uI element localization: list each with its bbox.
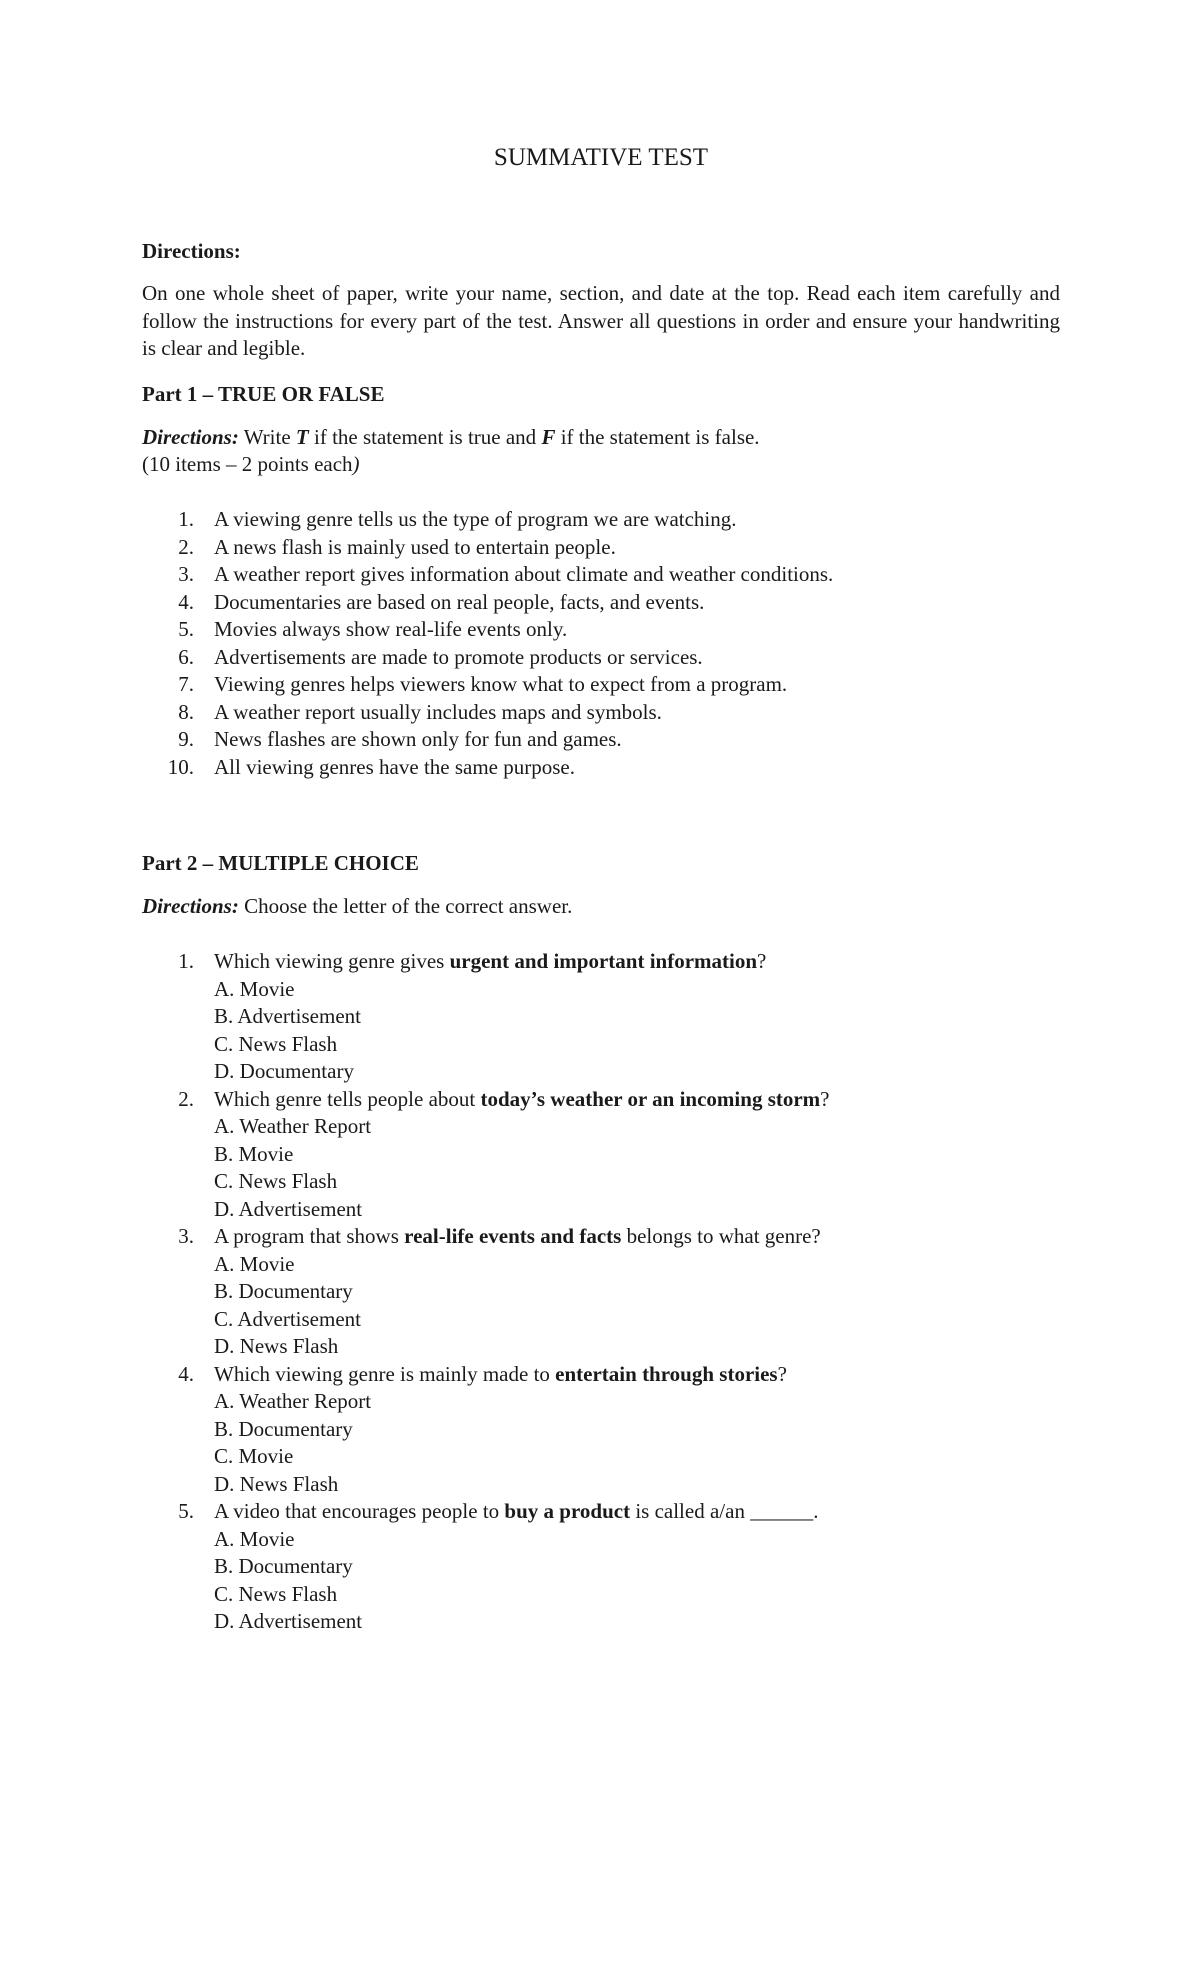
- item-text: All viewing genres have the same purpose.: [214, 754, 575, 779]
- part1-directions: [142, 424, 1060, 452]
- answer-option: A. Weather Report: [214, 1114, 372, 1138]
- answer-option: A. Movie: [214, 1251, 295, 1276]
- option-list: [214, 1388, 1060, 1498]
- item-number: 7.: [178, 672, 194, 696]
- question-text-pre: A program that shows: [214, 1224, 405, 1248]
- part2-heading: Part 2 – MULTIPLE CHOICE: [142, 851, 419, 875]
- part1-points-text: (10 items – 2 points each: [142, 452, 353, 476]
- tf-item: [142, 561, 1060, 589]
- question-text-pre: Which genre tells people about: [214, 1086, 481, 1111]
- item-number: 8.: [178, 699, 194, 724]
- part1-heading: Part 1 – TRUE OR FALSE: [142, 382, 385, 406]
- part1-directions-pre: Write: [238, 425, 296, 449]
- answer-option: B. Movie: [214, 1141, 294, 1166]
- question-text-post: is called a/an ______.: [630, 1499, 819, 1523]
- item-number: 3.: [178, 562, 194, 586]
- tf-item: [142, 726, 1060, 754]
- item-number: 9.: [178, 727, 194, 751]
- question-stem: [214, 948, 1060, 976]
- question-text-post: ?: [820, 1086, 830, 1111]
- true-false-list: [142, 506, 1060, 781]
- mc-question: [142, 1086, 1060, 1224]
- directions-text: On one whole sheet of paper, write your name, section, and date at the top. Read each item carefully and follow the instructions for every part of the test. Answer all questions in order and ensure your handwriting is clear and legible.: [142, 281, 1060, 360]
- question-stem: [214, 1086, 1060, 1114]
- question-keyword: today’s weather or an incoming storm: [480, 1086, 821, 1111]
- tf-item: [142, 616, 1060, 644]
- answer-option: D. News Flash: [214, 1471, 339, 1496]
- answer-option: A. Movie: [214, 1526, 295, 1551]
- answer-option: C. News Flash: [214, 1031, 338, 1056]
- question-stem: [214, 1361, 1060, 1389]
- question-number: 3.: [178, 1224, 194, 1248]
- tf-item: [142, 589, 1060, 617]
- question-stem: [214, 1498, 1060, 1526]
- item-number: 6.: [178, 644, 194, 669]
- item-text: Advertisements are made to promote products or services.: [214, 644, 703, 669]
- question-text-pre: Which viewing genre is mainly made to: [214, 1361, 556, 1386]
- item-text: A weather report gives information about climate and weather conditions.: [214, 562, 834, 586]
- question-keyword: entertain through stories: [555, 1361, 778, 1386]
- item-number: 2.: [178, 534, 194, 559]
- question-number: 2.: [178, 1086, 194, 1111]
- mc-question: [142, 1223, 1060, 1361]
- multiple-choice-list: [142, 948, 1060, 1636]
- item-text: A news flash is mainly used to entertain people.: [214, 534, 616, 559]
- question-text-pre: Which viewing genre gives: [214, 949, 450, 973]
- mc-question: [142, 1361, 1060, 1499]
- tf-item: [142, 754, 1060, 782]
- page-title: SUMMATIVE TEST: [493, 144, 709, 171]
- tf-item: [142, 644, 1060, 672]
- part1-directions-post: if the statement is false.: [555, 425, 760, 449]
- part2-directions: [142, 893, 1060, 921]
- answer-option: B. Documentary: [214, 1279, 353, 1303]
- item-text: Viewing genres helps viewers know what to expect from a program.: [214, 672, 788, 696]
- answer-option: B. Documentary: [214, 1554, 353, 1578]
- item-text: Documentaries are based on real people, facts, and events.: [214, 589, 705, 614]
- question-text-post: ?: [777, 1361, 787, 1386]
- item-number: 4.: [178, 589, 194, 614]
- part1-directions-mid: if the statement is true and: [308, 425, 542, 449]
- answer-option: A. Weather Report: [214, 1389, 372, 1413]
- part1-points-close: ): [352, 452, 360, 476]
- answer-option: B. Documentary: [214, 1416, 353, 1441]
- option-list: [214, 976, 1060, 1086]
- option-list: [214, 1526, 1060, 1636]
- question-keyword: buy a product: [504, 1499, 631, 1523]
- question-number: 4.: [178, 1361, 194, 1386]
- part2-directions-label: Directions:: [142, 894, 239, 918]
- part2-directions-text: Choose the letter of the correct answer.: [238, 894, 573, 918]
- part1-points: [142, 451, 1060, 479]
- true-letter: T: [295, 425, 309, 449]
- part1-directions-label: Directions:: [142, 425, 239, 449]
- tf-item: [142, 699, 1060, 727]
- answer-option: C. Advertisement: [214, 1306, 361, 1331]
- tf-item: [142, 506, 1060, 534]
- item-text: A viewing genre tells us the type of program we are watching.: [214, 507, 737, 531]
- answer-option: D. Documentary: [214, 1059, 354, 1083]
- question-text-post: ?: [757, 949, 767, 973]
- question-number: 5.: [178, 1499, 194, 1523]
- question-stem: [214, 1223, 1060, 1251]
- question-number: 1.: [178, 949, 194, 973]
- item-text: A weather report usually includes maps and symbols.: [214, 699, 662, 724]
- question-keyword: real-life events and facts: [404, 1224, 622, 1248]
- question-text-post: belongs to what genre?: [621, 1224, 821, 1248]
- item-number: 10.: [167, 754, 194, 779]
- item-text: News flashes are shown only for fun and games.: [214, 727, 622, 751]
- option-list: [214, 1113, 1060, 1223]
- answer-option: B. Advertisement: [214, 1004, 361, 1028]
- answer-option: D. News Flash: [214, 1334, 339, 1358]
- answer-option: C. News Flash: [214, 1581, 338, 1606]
- false-letter: F: [541, 425, 556, 449]
- tf-item: [142, 534, 1060, 562]
- answer-option: A. Movie: [214, 976, 295, 1001]
- mc-question: [142, 1498, 1060, 1636]
- item-number: 5.: [178, 617, 194, 641]
- tf-item: [142, 671, 1060, 699]
- option-list: [214, 1251, 1060, 1361]
- item-number: 1.: [178, 507, 194, 531]
- directions-heading: Directions:: [142, 239, 241, 263]
- question-keyword: urgent and important information: [449, 949, 758, 973]
- answer-option: D. Advertisement: [214, 1609, 363, 1633]
- question-text-pre: A video that encourages people to: [214, 1499, 505, 1523]
- answer-option: C. News Flash: [214, 1169, 338, 1193]
- item-text: Movies always show real-life events only.: [214, 617, 568, 641]
- answer-option: C. Movie: [214, 1444, 294, 1468]
- answer-option: D. Advertisement: [214, 1196, 363, 1221]
- mc-question: [142, 948, 1060, 1086]
